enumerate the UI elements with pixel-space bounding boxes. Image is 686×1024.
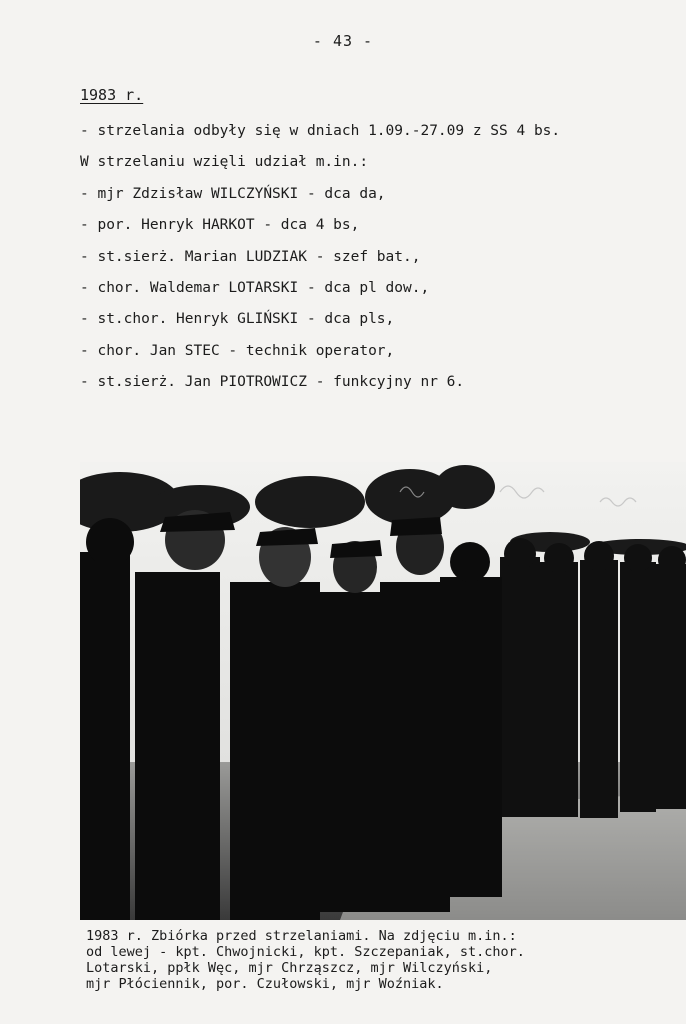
text-line: - strzelania odbyły się w dniach 1.09.-27.09 z SS 4 bs. bbox=[80, 123, 561, 139]
text-line: - st.sierż. Jan PIOTROWICZ - funkcyjny nr 6. bbox=[80, 374, 465, 391]
year-heading: 1983 r. bbox=[80, 86, 144, 104]
caption-line: 1983 r. Zbiórka przed strzelaniami. Na zdjęciu m.in.: bbox=[86, 928, 517, 944]
page-number: - 43 - bbox=[312, 32, 374, 50]
text-line: - chor. Jan STEC - technik operator, bbox=[80, 342, 395, 359]
caption-line: od lewej - kpt. Chwojnicki, kpt. Szczepaniak, st.chor. bbox=[86, 944, 525, 960]
text-line: - chor. Waldemar LOTARSKI - dca pl dow., bbox=[80, 279, 430, 296]
text-line: - por. Henryk HARKOT - dca 4 bs, bbox=[80, 217, 360, 234]
caption-line: mjr Płóciennik, por. Czułowski, mjr Woźniak. bbox=[86, 976, 444, 992]
photo-caption bbox=[86, 928, 666, 992]
text-line: - st.sierż. Marian LUDZIAK - szef bat., bbox=[80, 248, 421, 265]
text-line: - st.chor. Henryk GLIŃSKI - dca pls, bbox=[80, 311, 395, 328]
participants-list bbox=[80, 116, 660, 399]
text-line: W strzelaniu wzięli udział m.in.: bbox=[80, 154, 369, 171]
text-line: - mjr Zdzisław WILCZYŃSKI - dca da, bbox=[80, 185, 386, 202]
soldiers-photo bbox=[80, 462, 686, 920]
caption-line: Lotarski, ppłk Węc, mjr Chrząszcz, mjr Wilczyński, bbox=[86, 960, 493, 976]
